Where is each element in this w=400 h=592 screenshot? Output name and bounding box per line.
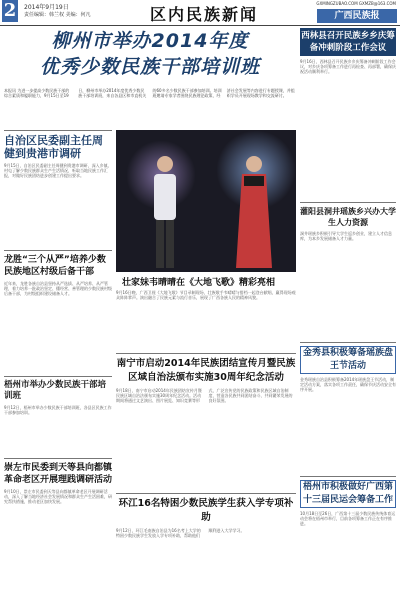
divider — [4, 458, 112, 459]
article-5-title: 南宁市启动2014年民族团结宣传月暨民族区域自治法颁布实施30周年纪念活动 — [116, 358, 296, 383]
page-number: 2 — [3, 0, 17, 21]
divider — [4, 376, 112, 377]
article-5-text: 9月18日，南宁市启动2014年民族团结宣传月暨民族区域自治法颁布实施30周年纪念活动。活动期间将通过文艺演出、图片展览、知识竞赛等形式，广泛宣传党的民族政策和民族区域自治制度，营造各民族共同团结奋斗、共同繁荣发展的良好氛围。 — [116, 388, 293, 404]
article-2-text: 近年来，龙胜各族自治县坚持从严选拔、从严培养、从严管理，着力培养一批政治坚定、懂经营、善管理的少数民族村级后备干部，为村级组织建设储备人才。 — [4, 281, 112, 297]
stage-photo — [116, 130, 296, 272]
divider — [116, 493, 296, 494]
divider — [116, 353, 296, 354]
article-2-title: 龙胜“三个从严”培养少数民族地区村级后备干部 — [4, 255, 106, 277]
lead-title-line-2: 优秀少数民族干部培训班 — [39, 56, 260, 78]
left-column — [4, 130, 112, 588]
divider — [4, 250, 112, 251]
photo-caption: 壮家妹韦晴晴在《大地飞歌》精彩亮相 — [122, 278, 276, 288]
page-header — [0, 0, 400, 26]
right-article-3-text: 金秀瑶族自治县积极筹备2014年瑶族盘王节活动，制定活动方案，落实各项工作责任，确保节庆活动安全有序开展。 — [300, 377, 396, 393]
article-4-text: 9月10日，崇左市民委到天等县向都镇革命老区开展调研活动，深入了解当地经济社会发展情况和群众生产生活困难，研究帮扶措施，推动老区加快发展。 — [4, 489, 112, 505]
divider — [300, 202, 396, 203]
right-article-1-title: 西林县召开民族乡乡庆筹备冲刺阶段工作会议 — [300, 28, 396, 56]
article-6-text: 9月12日，环江毛南族自治县为16名考上大学的特困少数民族学生发放入学专项补助，帮助他们顺利进入大学学习。 — [116, 528, 245, 539]
right-article-2-text: 洞井瑶族乡积极引导大学生返乡创业，建立人才信息库，为本乡发展储备人才力量。 — [300, 231, 392, 242]
issue-date: 2014年9月19日 — [24, 4, 69, 11]
editor-credits: 责任编辑：韩兰权 美编：何凡 — [24, 12, 91, 18]
right-article-2-title: 灌阳县洞井瑶族乡兴办大学生人力资源 — [300, 207, 396, 227]
divider — [4, 130, 112, 131]
article-1-text: 9月15日，自治区民委副主任周健到贵港市调研，深入乡镇、村屯了解少数民族群众生产生活情况，听取当地民族工作汇报，对做好民族团结进步创建工作提出要求。 — [4, 163, 112, 179]
lead-body: 本报讯 为进一步提高少数民族干部的综合素质和履职能力，9月15日至19日，柳州市举办2014年度优秀少数民族干部培训班，来自各县区和市直机关的60多名少数民族干部参加培训。培训班邀请专家学者围绕民族理论政策、经济社会发展等内容进行专题授课，并组织学员开展现场教学和交流研讨。 — [4, 88, 295, 99]
article-1-title: 自治区民委副主任周健到贵港市调研 — [4, 134, 103, 160]
right-column — [300, 28, 396, 588]
article-4-title: 崇左市民委到天等县向都镇革命老区开展理践调研活动 — [4, 463, 113, 485]
female-singer-figure — [234, 150, 274, 270]
paper-url: GXMINGZUBAO.COM GXMZB@163.COM — [316, 1, 396, 6]
right-article-4-text: 10月18日至26日，广西第十三届少数民族传统体育运动会将在梧州市举行，目前各项筹备工作正在有序推进。 — [300, 511, 396, 527]
photo-story-text: 9月16日晚，广西卫视《大地飞歌》节目录制现场，壮族歌手韦晴晴与搭档一起登台献唱，赢得现场观众阵阵掌声。演出融合了民族元素与流行音乐，展现了广西各族人民的精神风貌。 — [116, 290, 296, 301]
middle-column — [116, 130, 296, 588]
divider — [300, 342, 396, 343]
section-title: 区内民族新闻 — [150, 5, 259, 24]
right-article-1-text: 9月16日，西林县召开民族乡乡庆筹备冲刺阶段工作会议，对乡庆各项筹备工作进行再检查、再部署，确保庆祝活动顺利举行。 — [300, 59, 396, 75]
right-article-3-title: 金秀县积极筹备瑶族盘王节活动 — [300, 346, 396, 374]
lead-headline — [4, 28, 296, 86]
right-article-4-title: 梧州市积极做好广西第十三届民运会筹备工作 — [300, 480, 396, 508]
article-3-text: 9月12日，梧州市举办少数民族干部培训班，各县区民族工作干部参加培训。 — [4, 405, 112, 416]
male-singer-figure — [148, 150, 182, 270]
lead-title-line-1: 柳州市举办2014年度 — [51, 30, 249, 52]
paper-name: 广西民族报 — [317, 9, 397, 23]
divider — [300, 476, 396, 477]
article-6-title: 环江16名特困少数民族学生获入学专项补助 — [118, 498, 294, 523]
article-3-title: 梧州市举办少数民族干部培训班 — [4, 380, 107, 401]
